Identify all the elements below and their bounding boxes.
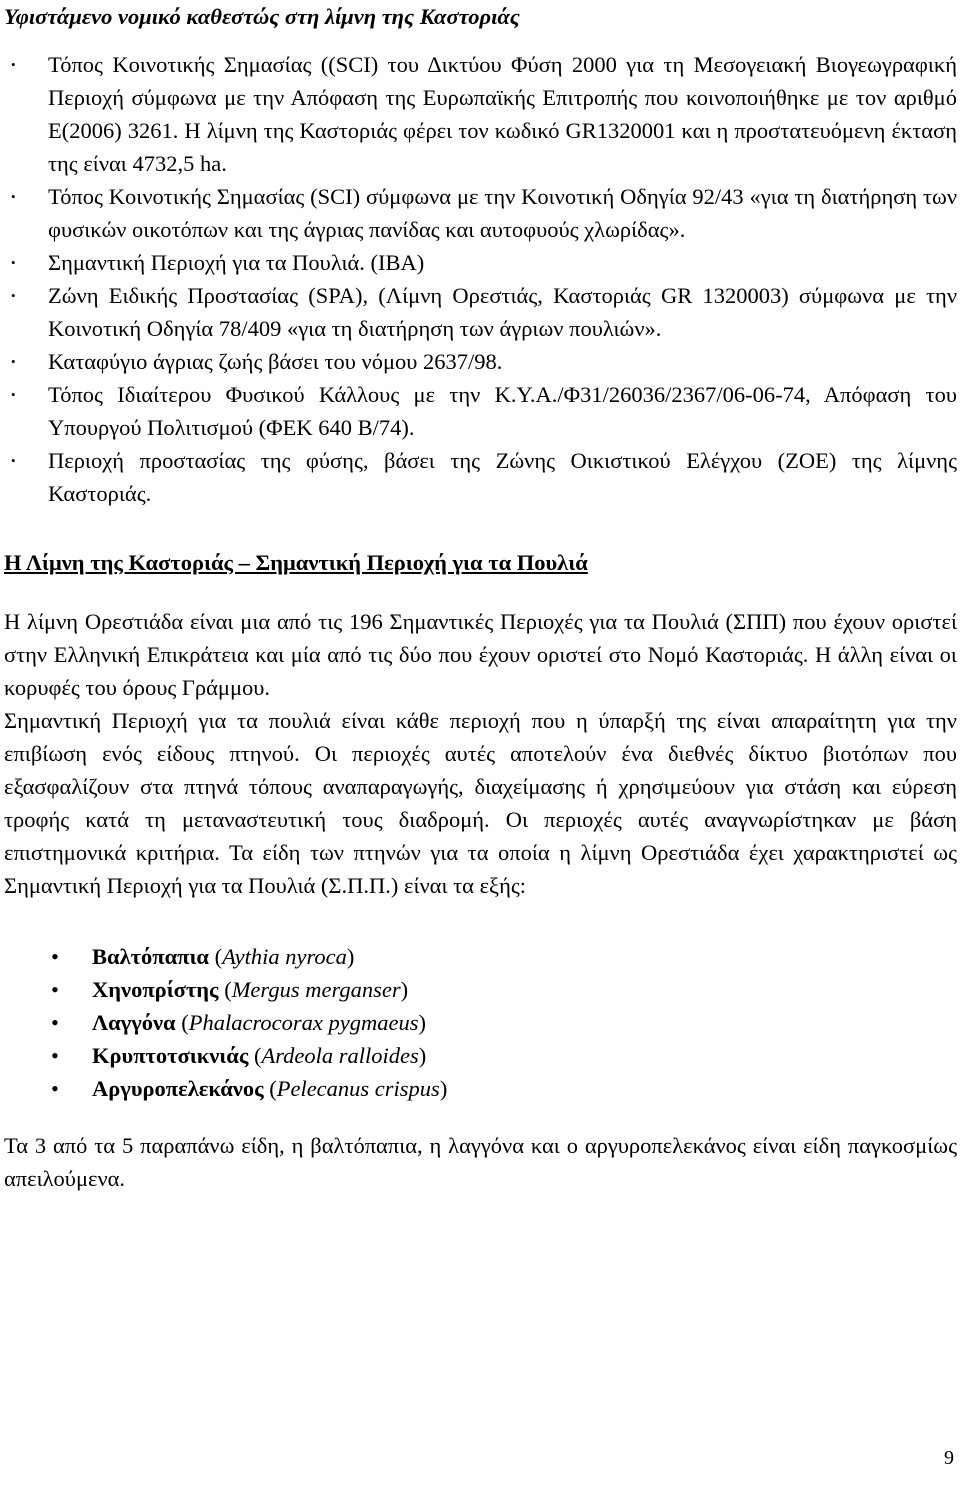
- bullet-icon: •: [51, 977, 59, 1002]
- list-item: • Σημαντική Περιοχή για τα Πουλιά. (IBA): [4, 246, 957, 279]
- species-latin-name: Mergus merganser: [231, 977, 401, 1002]
- legal-status-list: [4, 48, 957, 510]
- species-latin-name: Pelecanus crispus: [276, 1076, 440, 1101]
- list-item: • Τόπος Κοινοτικής Σημασίας ((SCI) του Δικτύου Φύση 2000 για τη Μεσογειακή Βιογεωγραφική Περιοχή σύμφωνα με την Απόφαση της Ευρωπαϊκής Επιτροπής που κοινοποιήθηκε με τον αριθμό Ε(2006) 3261. Η λίμνη της Καστοριάς φέρει τον κωδικό GR1320001 και η προστατευόμενη έκταση της είναι 4732,5 ha.: [4, 48, 957, 180]
- species-latin-name: Ardeola ralloides: [261, 1043, 419, 1068]
- bullet-icon: •: [11, 354, 16, 369]
- bullet-icon: •: [51, 1076, 59, 1101]
- bullet-icon: •: [11, 255, 16, 270]
- bullet-icon: •: [11, 453, 16, 468]
- species-greek-name: Αργυροπελεκάνος: [92, 1076, 264, 1101]
- species-latin-name: Aythia nyroca: [222, 944, 347, 969]
- bullet-icon: •: [51, 1043, 59, 1068]
- list-item: • Ζώνη Ειδικής Προστασίας (SPA), (Λίμνη Ορεστιάς, Καστοριάς GR 1320003) σύμφωνα με την Κοινοτική Οδηγία 78/409 «για τη διατήρηση των άγριων πουλιών».: [4, 279, 957, 345]
- species-latin-name: Phalacrocorax pygmaeus: [188, 1010, 419, 1035]
- bullet-icon: •: [11, 189, 16, 204]
- bird-species-list: [4, 940, 957, 1105]
- list-item: • Αργυροπελεκάνος (Pelecanus crispus): [4, 1072, 957, 1105]
- list-item: • Καταφύγιο άγριας ζωής βάσει του νόμου 2637/98.: [4, 345, 957, 378]
- bullet-icon: •: [51, 1010, 59, 1035]
- subsection-heading: Η Λίμνη της Καστοριάς – Σημαντική Περιοχή για τα Πουλιά: [4, 550, 588, 575]
- list-item: • Τόπος Ιδιαίτερου Φυσικού Κάλλους με την Κ.Υ.Α./Φ31/26036/2367/06-06-74, Απόφαση του Υπουργού Πολιτισμού (ΦΕΚ 640 Β/74).: [4, 378, 957, 444]
- bullet-icon: •: [51, 944, 59, 969]
- species-greek-name: Λαγγόνα: [92, 1010, 176, 1035]
- list-item: • Τόπος Κοινοτικής Σημασίας (SCI) σύμφωνα με την Κοινοτική Οδηγία 92/43 «για τη διατήρηση των φυσικών οικοτόπων και της άγριας πανίδας και αυτοφυούς χλωρίδας».: [4, 180, 957, 246]
- paragraph: Σημαντική Περιοχή για τα πουλιά είναι κάθε περιοχή που η ύπαρξή της είναι απαραίτητη για την επιβίωση ενός είδους πτηνού. Οι περιοχές αυτές αποτελούν ένα διεθνές δίκτυο βιοτόπων που εξασφαλίζουν στα πτηνά τόπους αναπαραγωγής, διαχείμασης ή χρησιμεύουν για στάση και εύρεση τροφής κατά τη μεταναστευτική τους διαδρομή. Οι περιοχές αυτές αναγνωρίστηκαν με βάση επιστημονικά κριτήρια. Τα είδη των πτηνών για τα οποία η λίμνη Ορεστιάδα έχει χαρακτηριστεί ως Σημαντική Περιοχή για τα Πουλιά (Σ.Π.Π.) είναι τα εξής:: [4, 708, 957, 898]
- list-item: • Χηνοπρίστης (Mergus merganser): [4, 973, 957, 1006]
- section-title: Υφιστάμενο νομικό καθεστώς στη λίμνη της Καστοριάς: [4, 4, 520, 29]
- paragraph: Τα 3 από τα 5 παραπάνω είδη, η βαλτόπαπια, η λαγγόνα και ο αργυροπελεκάνος είναι είδη παγκοσμίως απειλούμενα.: [4, 1133, 957, 1191]
- bullet-icon: •: [11, 57, 16, 72]
- bullet-icon: •: [11, 387, 16, 402]
- species-greek-name: Βαλτόπαπια: [92, 944, 209, 969]
- paragraph: Η λίμνη Ορεστιάδα είναι μια από τις 196 Σημαντικές Περιοχές για τα Πουλιά (ΣΠΠ) που έχουν οριστεί στην Ελληνική Επικράτεια και μία από τις δύο που έχουν οριστεί στο Νομό Καστοριάς. Η άλλη είναι οι κορυφές του όρους Γράμμου.: [4, 609, 957, 700]
- species-greek-name: Χηνοπρίστης: [92, 977, 219, 1002]
- list-item: • Περιοχή προστασίας της φύσης, βάσει της Ζώνης Οικιστικού Ελέγχου (ΖΟΕ) της λίμνης Καστοριάς.: [4, 444, 957, 510]
- page-number: 9: [944, 1447, 954, 1469]
- species-greek-name: Κρυπτοτσικνιάς: [92, 1043, 249, 1068]
- list-item: • Λαγγόνα (Phalacrocorax pygmaeus): [4, 1006, 957, 1039]
- list-item: • Βαλτόπαπια (Aythia nyroca): [4, 940, 957, 973]
- bullet-icon: •: [11, 288, 16, 303]
- list-item: • Κρυπτοτσικνιάς (Ardeola ralloides): [4, 1039, 957, 1072]
